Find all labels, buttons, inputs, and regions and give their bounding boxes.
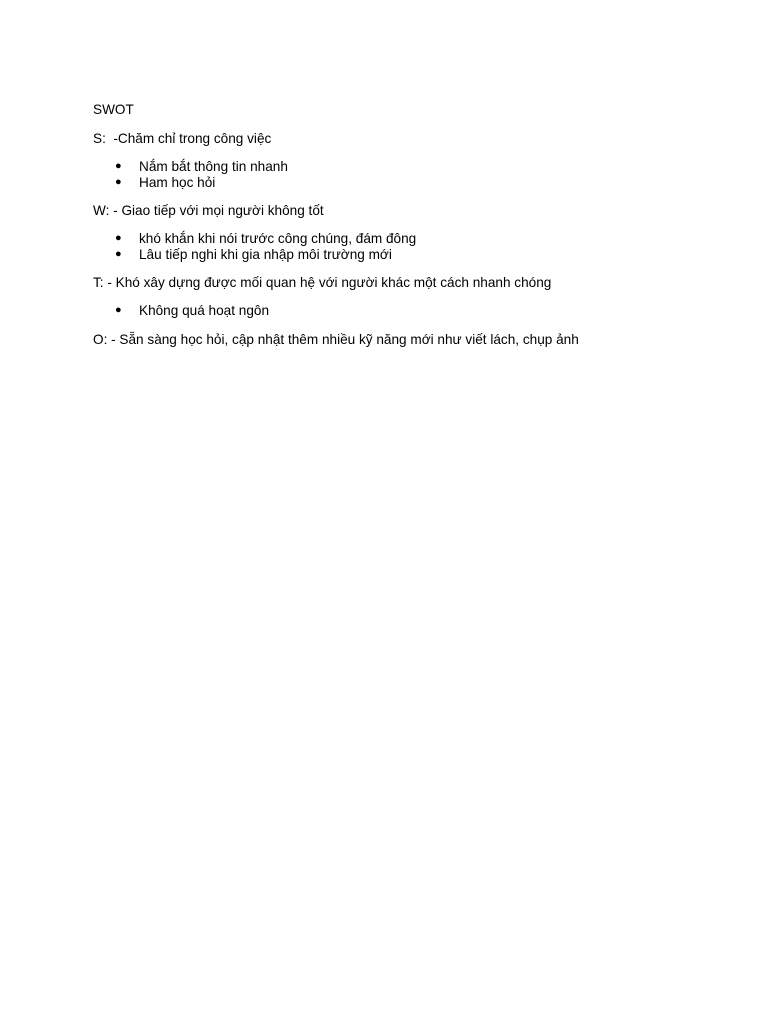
list-item: ● Nắm bắt thông tin nhanh [115, 159, 288, 174]
weaknesses-list [93, 231, 733, 262]
section-threats: T: - Khó xây dựng được mối quan hệ với người khác một cách nhanh chóng [93, 275, 552, 290]
bullet-icon: ● [115, 175, 122, 188]
list-item: ● Ham học hỏi [115, 174, 216, 190]
threats-list [93, 303, 733, 319]
list-item: ● Không quá hoạt ngôn [115, 303, 270, 318]
bullet-icon: ● [115, 304, 122, 316]
bullet-icon: ● [115, 160, 122, 172]
strengths-list [93, 159, 733, 190]
list-item: ● Lâu tiếp nghi khi gia nhập môi trường mới [115, 246, 392, 262]
section-strengths: S: -Chăm chỉ trong công việc [93, 131, 272, 146]
section-weaknesses: W: - Giao tiếp với mọi người không tốt [93, 203, 324, 218]
bullet-icon: ● [115, 247, 122, 260]
bullet-icon: ● [115, 232, 122, 244]
document-body [93, 100, 733, 360]
section-opportunities: O: - Sẵn sàng học hỏi, cập nhật thêm nhiều kỹ năng mới như viết lách, chụp ảnh [93, 331, 579, 347]
document-title: SWOT [93, 102, 134, 117]
list-item: ● khó khắn khi nói trước công chúng, đám đông [115, 231, 417, 246]
